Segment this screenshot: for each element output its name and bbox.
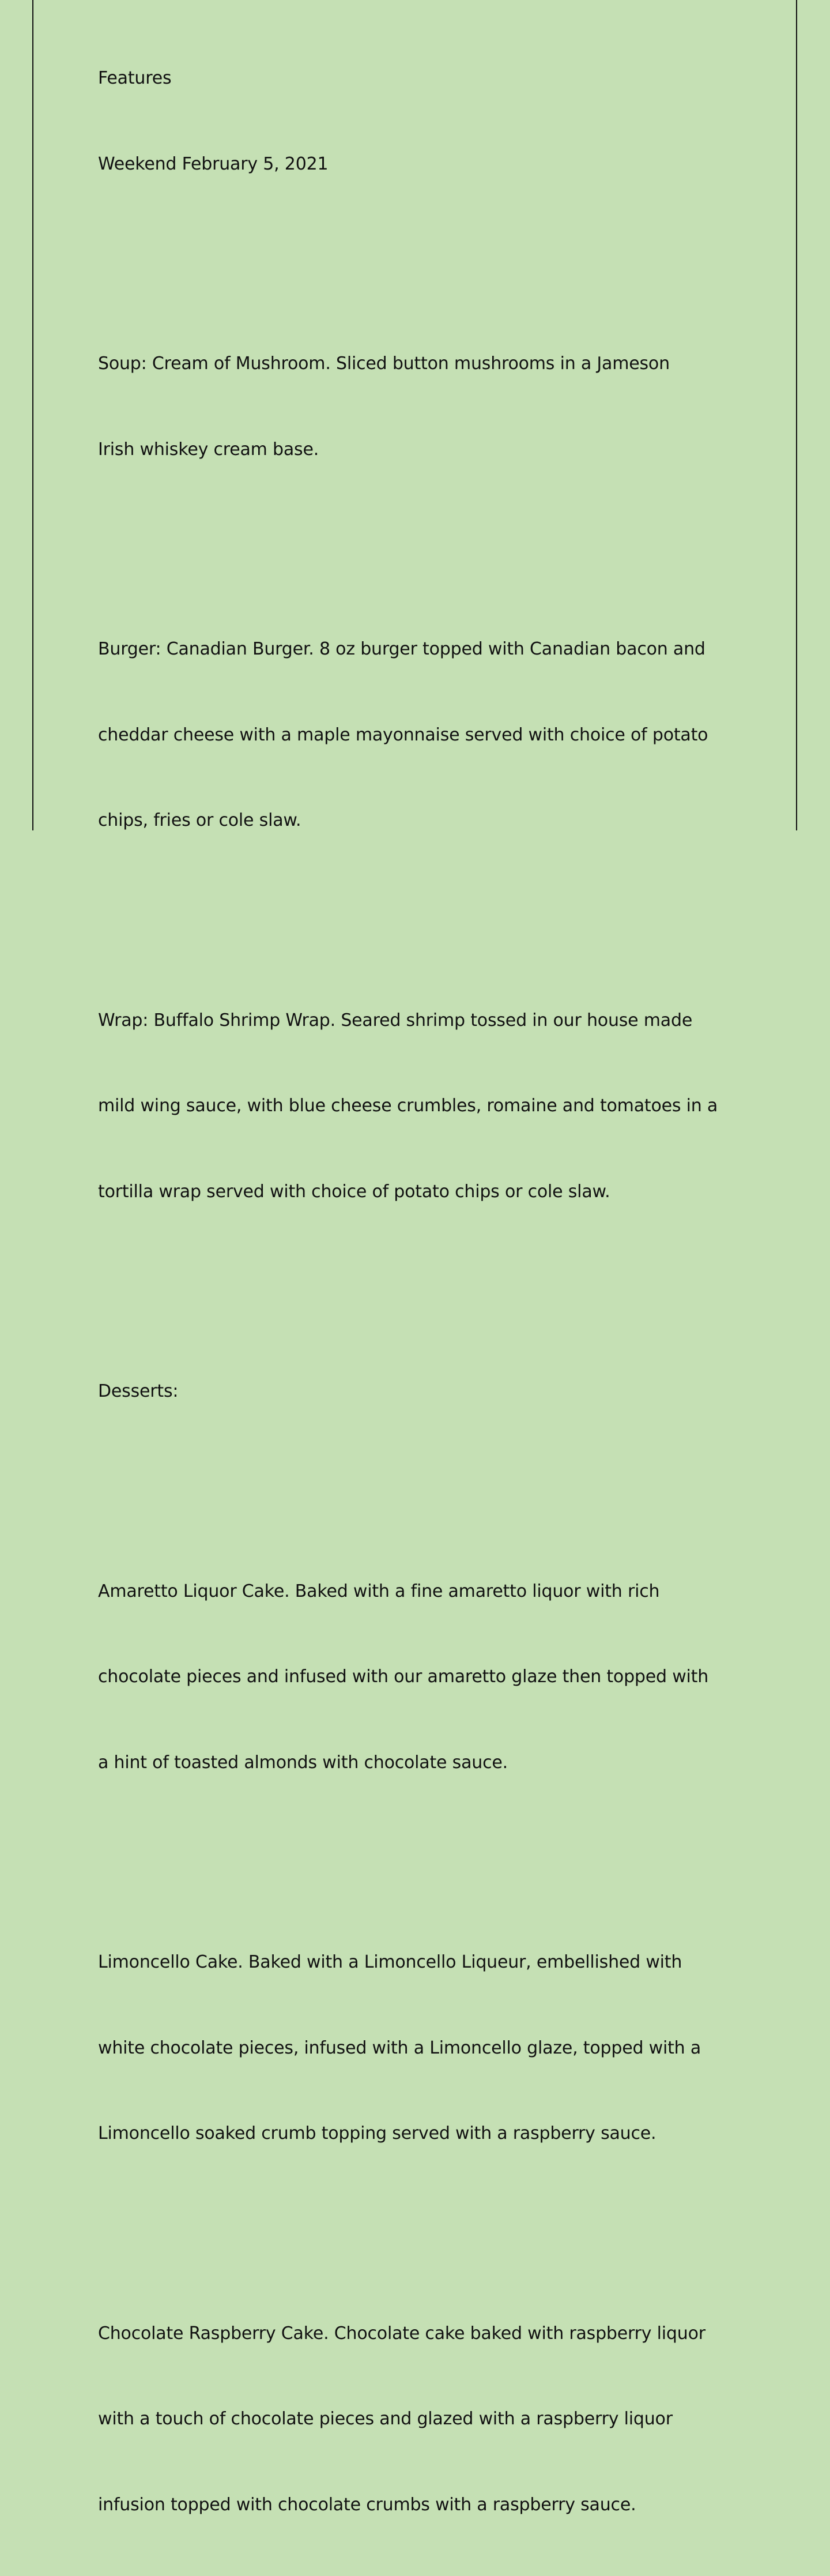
spacer [98, 1834, 744, 1863]
amaretto-line-2: chocolate pieces and infused with our amaretto glaze then topped with [98, 1667, 709, 1687]
burger-line-2: cheddar cheese with a maple mayonnaise served with choice of potato [98, 724, 708, 745]
chocolate-raspberry-line-1: Chocolate Raspberry Cake. Chocolate cake baked with raspberry liquor [98, 2323, 705, 2344]
spacer [98, 235, 744, 264]
spacer [98, 2205, 744, 2234]
chocolate-raspberry-line-3: infusion topped with chocolate crumbs with a raspberry sauce. [98, 2494, 636, 2515]
document-body [98, 7, 744, 2576]
wrap-line-2: mild wing sauce, with blue cheese crumbles, romaine and tomatoes in a [98, 1096, 718, 1116]
date-line: Weekend February 5, 2021 [98, 153, 329, 174]
spacer [98, 1263, 744, 1292]
chocolate-raspberry-line-2: with a touch of chocolate pieces and glazed with a raspberry liquor [98, 2409, 673, 2429]
page-border-left [32, 0, 33, 830]
wrap-line-1: Wrap: Buffalo Shrimp Wrap. Seared shrimp tossed in our house made [98, 1010, 693, 1031]
desserts-heading: Desserts: [98, 1381, 179, 1401]
page-border-right [796, 0, 797, 830]
limoncello-line-1: Limoncello Cake. Baked with a Limoncello Liqueur, embellished with [98, 1952, 682, 1972]
amaretto-line-1: Amaretto Liquor Cake. Baked with a fine amaretto liquor with rich [98, 1581, 660, 1601]
amaretto-line-3: a hint of toasted almonds with chocolate sauce. [98, 1752, 508, 1773]
spacer [98, 521, 744, 550]
wrap-line-3: tortilla wrap served with choice of potato chips or cole slaw. [98, 1181, 610, 1202]
burger-line-1: Burger: Canadian Burger. 8 oz burger topped with Canadian bacon and [98, 639, 705, 659]
limoncello-line-2: white chocolate pieces, infused with a Limoncello glaze, topped with a [98, 2037, 701, 2058]
soup-line-1: Soup: Cream of Mushroom. Sliced button mushrooms in a Jameson [98, 354, 670, 374]
features-heading: Features [98, 68, 172, 88]
soup-line-2: Irish whiskey cream base. [98, 439, 319, 460]
limoncello-line-3: Limoncello soaked crumb topping served with a raspberry sauce. [98, 2123, 657, 2143]
spacer [98, 892, 744, 921]
spacer [98, 1463, 744, 1492]
burger-line-3: chips, fries or cole slaw. [98, 810, 301, 830]
